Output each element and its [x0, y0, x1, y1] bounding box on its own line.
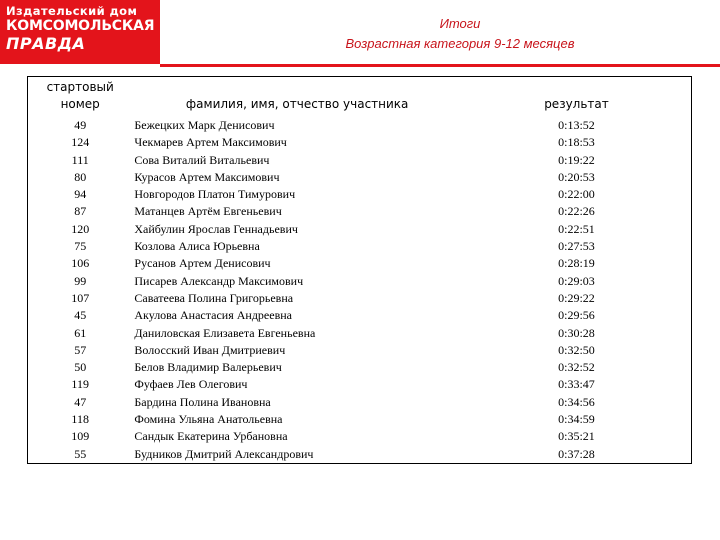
table-row — [28, 428, 692, 445]
start-number-cell: 80 — [74, 169, 87, 184]
results-table — [27, 76, 692, 464]
start-number-cell: 99 — [74, 273, 87, 288]
start-number-cell: 119 — [71, 377, 89, 392]
result-cell: 0:34:59 — [558, 412, 595, 427]
header-divider — [160, 64, 720, 67]
table-row — [28, 290, 692, 307]
result-cell: 0:29:22 — [558, 290, 595, 305]
result-cell: 0:29:03 — [558, 273, 595, 288]
start-number-cell: 75 — [74, 239, 87, 254]
table-row — [28, 273, 692, 290]
result-cell: 0:18:53 — [558, 135, 595, 150]
result-cell: 0:37:28 — [558, 446, 595, 461]
title-block — [260, 14, 660, 54]
table-row — [28, 203, 692, 220]
page-subtitle: Возрастная категория 9-12 месяцев — [345, 36, 575, 51]
start-number-cell: 109 — [71, 429, 90, 444]
result-cell: 0:20:53 — [558, 169, 595, 184]
table-row — [28, 186, 692, 203]
participant-name-cell: Бардина Полина Ивановна — [134, 394, 271, 409]
participant-name-cell: Матанцев Артём Евгеньевич — [134, 204, 282, 219]
start-number-cell: 120 — [71, 221, 90, 236]
table-row — [28, 307, 692, 324]
start-number-cell: 49 — [74, 118, 87, 132]
header-participant-name: фамилия, имя, отчество участника — [185, 97, 409, 111]
participant-name-cell: Сандык Екатерина Урбановна — [134, 429, 288, 444]
table-header-row — [28, 77, 692, 118]
table-row — [28, 394, 692, 411]
result-cell: 0:22:26 — [558, 204, 595, 219]
table-row — [28, 238, 692, 255]
start-number-cell: 107 — [71, 290, 90, 305]
participant-name-cell: Козлова Алиса Юрьевна — [134, 239, 260, 254]
participant-name-cell: Белов Владимир Валерьевич — [134, 360, 282, 375]
start-number-cell: 124 — [71, 135, 90, 150]
result-cell: 0:19:22 — [558, 152, 595, 167]
header-start-number: стартовый номер — [46, 80, 114, 111]
start-number-cell: 45 — [74, 308, 87, 323]
result-cell: 0:33:47 — [558, 377, 595, 392]
start-number-cell: 55 — [74, 446, 87, 461]
publisher-logo — [0, 0, 160, 64]
table-row — [28, 152, 692, 169]
participant-name-cell: Волосский Иван Дмитриевич — [134, 342, 286, 357]
participant-name-cell: Хайбулин Ярослав Геннадьевич — [134, 221, 298, 236]
participant-name-cell: Чекмарев Артем Максимович — [134, 135, 287, 150]
table-row — [28, 255, 692, 272]
result-cell: 0:32:52 — [558, 360, 595, 375]
participant-name-cell: Новгородов Платон Тимурович — [134, 187, 296, 202]
start-number-cell: 94 — [74, 187, 87, 202]
logo-line-1: Издательский дом — [6, 4, 138, 18]
participant-name-cell: Саватеева Полина Григорьевна — [134, 290, 294, 305]
table-row — [28, 169, 692, 186]
start-number-cell: 61 — [74, 325, 87, 340]
participant-name-cell: Фуфаев Лев Олегович — [134, 377, 248, 392]
result-cell: 0:30:28 — [558, 325, 595, 340]
logo-line-2: КОМСОМОЛЬСКАЯ — [6, 18, 155, 34]
result-cell: 0:35:21 — [558, 429, 595, 444]
start-number-cell: 50 — [74, 360, 87, 375]
participant-name-cell: Писарев Александр Максимович — [134, 273, 304, 288]
start-number-cell: 57 — [74, 342, 87, 357]
participant-name-cell: Сова Виталий Витальевич — [134, 152, 270, 167]
participant-name-cell: Курасов Артем Максимович — [134, 169, 280, 184]
participant-name-cell: Бежецких Марк Денисович — [134, 118, 275, 132]
start-number-cell: 47 — [74, 394, 87, 409]
table-row — [28, 221, 692, 238]
start-number-cell: 106 — [71, 256, 90, 271]
result-cell: 0:22:51 — [558, 221, 595, 236]
result-cell: 0:28:19 — [558, 256, 595, 271]
result-cell: 0:34:56 — [558, 394, 595, 409]
participant-name-cell: Русанов Артем Денисович — [134, 256, 271, 271]
logo-line-3: ПРАВДА — [6, 34, 86, 53]
table-row — [28, 359, 692, 376]
table-row — [28, 376, 692, 393]
table-row — [28, 117, 692, 134]
start-number-cell: 111 — [71, 152, 89, 167]
result-cell: 0:22:00 — [558, 187, 595, 202]
table-row — [28, 446, 692, 464]
participant-name-cell: Будников Дмитрий Александрович — [134, 446, 314, 461]
table-row — [28, 411, 692, 428]
table-row — [28, 342, 692, 359]
participant-name-cell: Фомина Ульяна Анатольевна — [134, 412, 283, 427]
table-row — [28, 325, 692, 342]
result-cell: 0:13:52 — [558, 118, 595, 132]
start-number-cell: 118 — [71, 412, 89, 427]
start-number-cell: 87 — [74, 204, 87, 219]
table-row — [28, 134, 692, 151]
participant-name-cell: Даниловская Елизавета Евгеньевна — [134, 325, 316, 340]
result-cell: 0:29:56 — [558, 308, 595, 323]
result-cell: 0:27:53 — [558, 239, 595, 254]
result-cell: 0:32:50 — [558, 342, 595, 357]
participant-name-cell: Акулова Анастасия Андреевна — [134, 308, 292, 323]
header-result: результат — [544, 97, 609, 111]
page-title: Итоги — [439, 16, 481, 31]
